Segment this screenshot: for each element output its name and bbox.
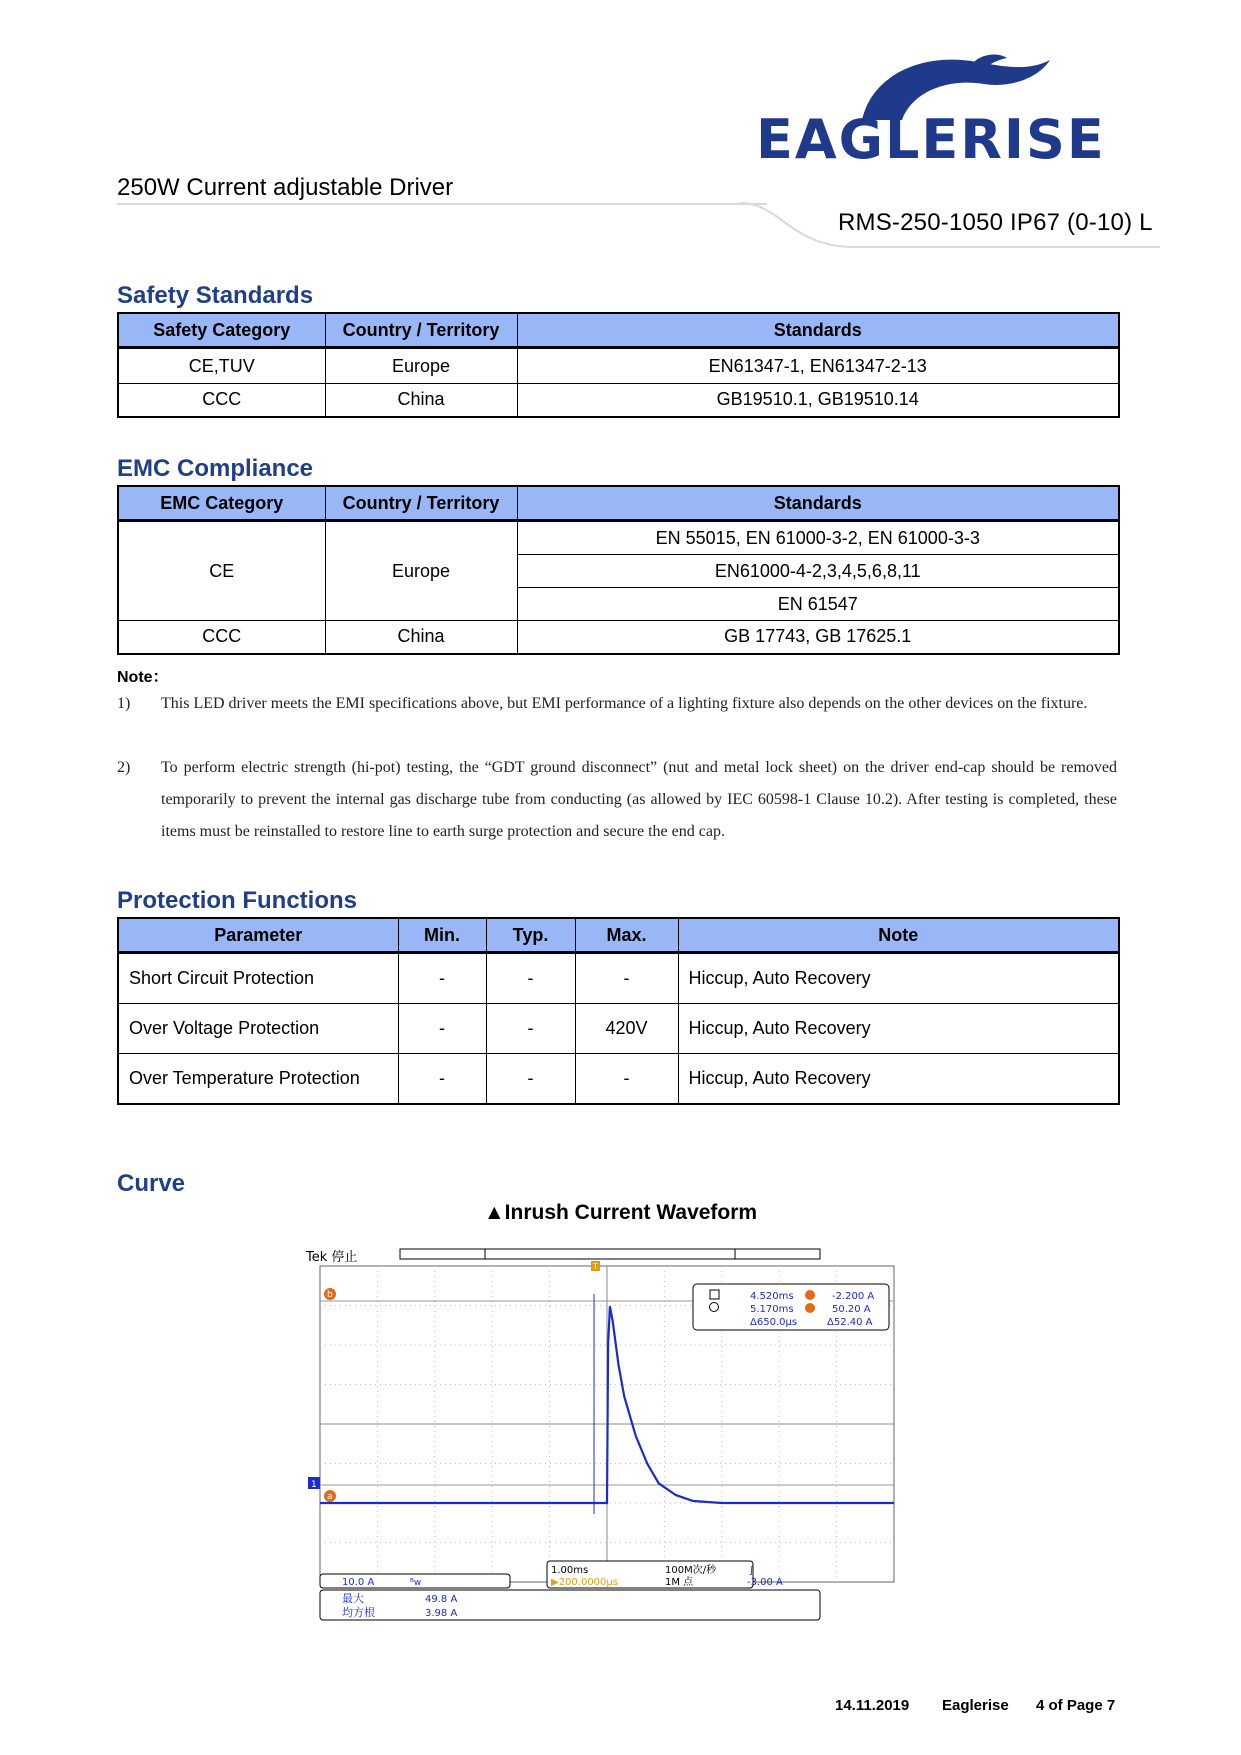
- table-cell: Over Voltage Protection: [118, 1004, 398, 1054]
- table-cell: -: [398, 1004, 486, 1054]
- table-cell: Europe: [325, 521, 517, 621]
- readout-b-icon: [805, 1303, 815, 1313]
- record-window: [485, 1249, 735, 1259]
- table-cell: EN61347-1, EN61347-2-13: [517, 348, 1119, 384]
- table-cell: Hiccup, Auto Recovery: [678, 1054, 1119, 1105]
- table-row: [118, 521, 1119, 555]
- table-cell: Short Circuit Protection: [118, 953, 398, 1004]
- table-cell: GB 17743, GB 17625.1: [517, 621, 1119, 654]
- table-row: [118, 348, 1119, 384]
- table-row: [118, 953, 1119, 1004]
- table-cell: 420V: [575, 1004, 678, 1054]
- table-cell: -: [398, 1054, 486, 1105]
- bandwidth-limit: ᴮw: [410, 1578, 422, 1588]
- table-cell: EN 61547: [517, 588, 1119, 621]
- table-row: [118, 1004, 1119, 1054]
- table-cell: EN61000-4-2,3,4,5,6,8,11: [517, 555, 1119, 588]
- footer-company: Eaglerise: [942, 1697, 1009, 1714]
- measurement-value-max: 49.8 A: [425, 1594, 458, 1605]
- protection-table: [117, 917, 1120, 1105]
- readout-vb: 50.20 A: [832, 1304, 871, 1315]
- table-cell: EN 55015, EN 61000-3-2, EN 61000-3-3: [517, 521, 1119, 555]
- channel1-marker-label: 1: [311, 1480, 317, 1490]
- table-cell: -: [486, 1004, 575, 1054]
- emc-table: [117, 485, 1120, 655]
- inrush-waveform-chart: [300, 1244, 900, 1624]
- table-cell: China: [325, 384, 517, 417]
- table-cell: Hiccup, Auto Recovery: [678, 953, 1119, 1004]
- measurement-box: [320, 1590, 820, 1620]
- table-cell: -: [486, 953, 575, 1004]
- table-cell: GB19510.1, GB19510.14: [517, 384, 1119, 417]
- cursor-b-marker-label: b: [327, 1290, 333, 1300]
- brand-wordmark: EAGLERISE: [756, 108, 1106, 171]
- scope-brand: Tek 停止: [306, 1250, 358, 1265]
- trigger-marker-label: T: [593, 1262, 598, 1271]
- column-header: Typ.: [486, 918, 575, 953]
- record-length: 1M 点: [665, 1577, 694, 1588]
- document-title: 250W Current adjustable Driver: [117, 174, 454, 201]
- trigger-slope: ∫: [749, 1565, 755, 1576]
- table-header-row: [118, 918, 1119, 953]
- table-cell: CCC: [118, 384, 325, 417]
- column-header: Min.: [398, 918, 486, 953]
- note-heading: Note：: [117, 669, 169, 686]
- protection-functions-title: Protection Functions: [117, 887, 357, 914]
- table-cell: -: [486, 1054, 575, 1105]
- column-header: Note: [678, 918, 1119, 953]
- note-number: 1): [117, 695, 131, 712]
- column-header: EMC Category: [118, 486, 325, 521]
- table-row: [118, 384, 1119, 417]
- channel-scale: 10.0 A: [342, 1577, 375, 1588]
- table-row: [118, 621, 1119, 654]
- table-cell: Europe: [325, 348, 517, 384]
- column-header: Safety Category: [118, 313, 325, 348]
- column-header: Country / Territory: [325, 486, 517, 521]
- note-number: 2): [117, 759, 131, 776]
- column-header: Parameter: [118, 918, 398, 953]
- table-cell: -: [575, 1054, 678, 1105]
- chart-title: ▲Inrush Current Waveform: [483, 1201, 758, 1224]
- measurement-value-rms: 3.98 A: [425, 1608, 458, 1619]
- readout-t1: 4.520ms: [750, 1291, 794, 1302]
- column-header: Standards: [517, 486, 1119, 521]
- readout-va: -2.200 A: [832, 1291, 875, 1302]
- table-cell: CCC: [118, 621, 325, 654]
- measurement-label-max: 最大: [342, 1592, 364, 1605]
- footer-page: 4 of Page 7: [1036, 1697, 1116, 1714]
- table-header-row: [118, 486, 1119, 521]
- cursor-a-marker-label: a: [327, 1492, 333, 1502]
- trigger-level: -3.00 A: [747, 1577, 783, 1588]
- timebase: 1.00ms: [551, 1565, 589, 1576]
- table-cell: CE,TUV: [118, 348, 325, 384]
- curve-title: Curve: [117, 1170, 186, 1197]
- horizontal-delay: ▶200.0000μs: [551, 1577, 618, 1588]
- note-text: This LED driver meets the EMI specifications above, but EMI performance of a lighting fixture also depends on the other devices on the fixture.: [161, 695, 1088, 712]
- readout-t2: 5.170ms: [750, 1304, 794, 1315]
- table-cell: China: [325, 621, 517, 654]
- readout-dt: Δ650.0μs: [750, 1317, 798, 1328]
- readout-a-icon: [805, 1290, 815, 1300]
- column-header: Standards: [517, 313, 1119, 348]
- column-header: Country / Territory: [325, 313, 517, 348]
- column-header: Max.: [575, 918, 678, 953]
- model-number: RMS-250-1050 IP67 (0-10) L: [838, 209, 1153, 236]
- table-row: [118, 1054, 1119, 1105]
- header-divider: [117, 203, 767, 205]
- measurement-label-rms: 均方根: [342, 1606, 375, 1619]
- sample-rate: 100M次/秒: [665, 1565, 717, 1576]
- readout-dv: Δ52.40 A: [827, 1317, 873, 1328]
- safety-standards-title: Safety Standards: [117, 282, 314, 309]
- oscilloscope-capture: [300, 1244, 900, 1624]
- table-cell: CE: [118, 521, 325, 621]
- safety-table: [117, 312, 1120, 418]
- table-cell: -: [575, 953, 678, 1004]
- table-header-row: [118, 313, 1119, 348]
- table-cell: Hiccup, Auto Recovery: [678, 1004, 1119, 1054]
- table-cell: Over Temperature Protection: [118, 1054, 398, 1105]
- table-cell: -: [398, 953, 486, 1004]
- note-text: To perform electric strength (hi-pot) testing, the “GDT ground disconnect” (nut and metal lock sheet) on the driver end-cap should be removed temporarily to prevent the internal gas discharge tube from conducting (as allowed by IEC 60598-1 Clause 10.2). After testing is completed, these items must be reinstalled to restore line to earth surge protection and secure the end cap.: [161, 759, 1117, 840]
- footer-date: 14.11.2019: [835, 1697, 910, 1714]
- emc-compliance-title: EMC Compliance: [117, 455, 314, 482]
